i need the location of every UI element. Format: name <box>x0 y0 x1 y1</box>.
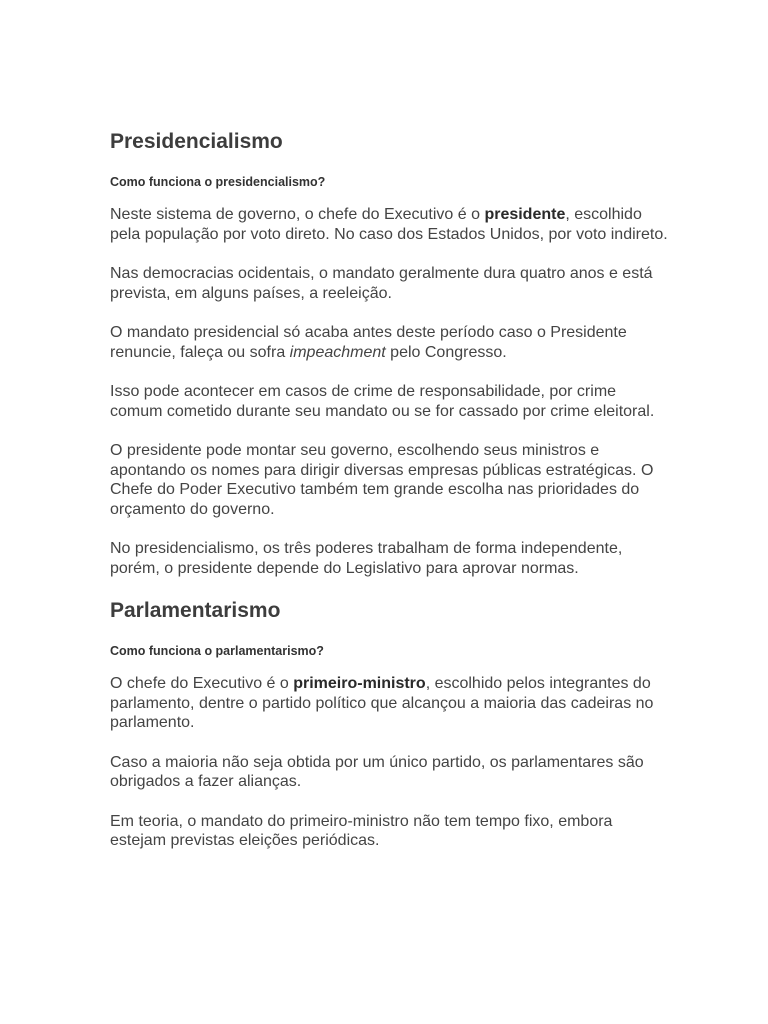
paragraph-text: O chefe do Executivo é o <box>110 675 294 692</box>
paragraph <box>110 674 670 733</box>
italic-term-impeachment: impeachment <box>289 343 386 361</box>
paragraph <box>110 323 670 362</box>
section-subtitle-parlamentarismo: Como funciona o parlamentarismo? <box>110 644 324 658</box>
paragraph-text: , escolhido pela população por voto direto. No caso dos Estados Unidos, por voto indireto. <box>110 206 668 243</box>
paragraph-text: pelo Congresso. <box>385 343 507 361</box>
paragraph-text: , escolhido pelos integrantes do parlamento, dentre o partido político que alcançou a maioria das cadeiras no parlamento. <box>110 675 654 731</box>
section-title-parlamentarismo: Parlamentarismo <box>110 599 281 622</box>
paragraph-text: Neste sistema de governo, o chefe do Executivo é o <box>110 206 485 223</box>
section-subtitle-presidencialismo: Como funciona o presidencialismo? <box>110 175 326 189</box>
section-title-presidencialismo: Presidencialismo <box>110 130 283 153</box>
paragraph: Isso pode acontecer em casos de crime de responsabilidade, por crime comum cometido durante seu mandato ou se for cassado por crime eleitoral. <box>110 383 655 420</box>
paragraph <box>110 205 670 244</box>
paragraph: Caso a maioria não seja obtida por um único partido, os parlamentares são obrigados a fazer alianças. <box>110 753 644 790</box>
bold-term-primeiro-ministro: primeiro-ministro <box>293 675 426 692</box>
paragraph: Em teoria, o mandato do primeiro-ministro não tem tempo fixo, embora estejam previstas eleições periódicas. <box>110 812 613 849</box>
paragraph-text: O mandato presidencial só acaba antes deste período caso o Presidente renuncie, faleça ou sofra <box>110 324 627 361</box>
document-body <box>110 128 670 851</box>
paragraph: No presidencialismo, os três poderes trabalham de forma independente, porém, o presidente depende do Legislativo para aprovar normas. <box>110 540 623 577</box>
paragraph: Nas democracias ocidentais, o mandato geralmente dura quatro anos e está prevista, em alguns países, a reeleição. <box>110 265 653 302</box>
bold-term-presidente: presidente <box>484 206 566 223</box>
paragraph: O presidente pode montar seu governo, escolhendo seus ministros e apontando os nomes para dirigir diversas empresas públicas estratégicas. O Chefe do Poder Executivo também tem grande escolha nas prioridades do orçamento do governo. <box>110 442 654 518</box>
